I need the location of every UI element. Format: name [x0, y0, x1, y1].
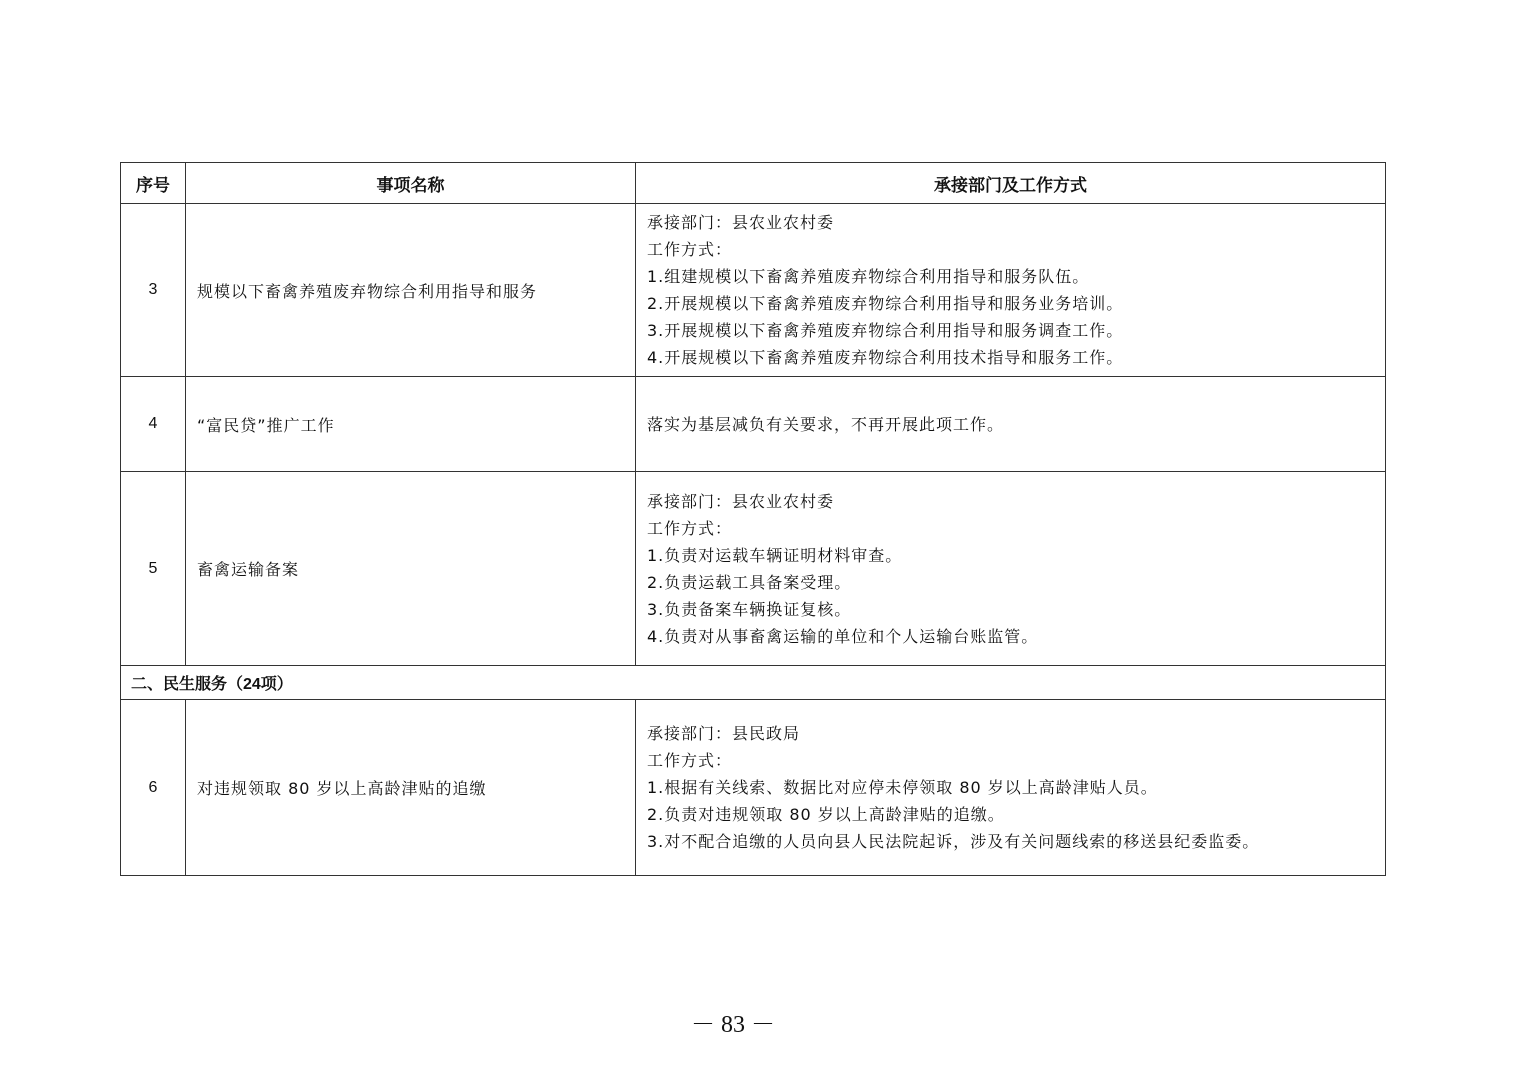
matter-name: 对违规领取 80 岁以上高龄津贴的追缴: [186, 700, 636, 876]
department-and-method: [636, 472, 1386, 666]
matter-name: “富民贷”推广工作: [186, 377, 636, 472]
header-way: 承接部门及工作方式: [636, 163, 1386, 204]
method-line: 2.开展规模以下畜禽养殖废弃物综合利用指导和服务业务培训。: [647, 294, 1124, 313]
method-line: 1.根据有关线索、数据比对应停未停领取 80 岁以上高龄津贴人员。: [647, 778, 1158, 797]
header-name: 事项名称: [186, 163, 636, 204]
row-number: 6: [121, 700, 186, 876]
method-line: 工作方式：: [647, 518, 733, 538]
method-line: 3.对不配合追缴的人员向县人民法院起诉，涉及有关问题线索的移送县纪委监委。: [647, 832, 1260, 851]
table-row: [121, 377, 1386, 472]
row-number: 4: [121, 377, 186, 472]
department-and-method: [636, 700, 1386, 876]
matter-name: 畜禽运输备案: [186, 472, 636, 666]
page-number: － 83 －: [691, 1012, 775, 1038]
section-title: 二、民生服务（24项）: [121, 666, 1386, 700]
matters-table: [120, 162, 1386, 876]
method-line: 2.负责对违规领取 80 岁以上高龄津贴的追缴。: [647, 805, 1005, 824]
department-and-method: [636, 377, 1386, 472]
method-line: 承接部门：县农业农村委: [647, 213, 835, 232]
method-line: 1.负责对运载车辆证明材料审查。: [647, 545, 903, 565]
table-row: [121, 204, 1386, 377]
method-line: 承接部门：县农业农村委: [647, 491, 835, 511]
method-line: 4.开展规模以下畜禽养殖废弃物综合利用技术指导和服务工作。: [647, 348, 1124, 367]
header-no: 序号: [121, 163, 186, 204]
method-line: 3.开展规模以下畜禽养殖废弃物综合利用指导和服务调查工作。: [647, 321, 1124, 340]
method-line: 4.负责对从事畜禽运输的单位和个人运输台账监管。: [647, 626, 1039, 646]
method-line: 3.负责备案车辆换证复核。: [647, 599, 852, 619]
method-line: 工作方式：: [647, 240, 733, 259]
row-number: 3: [121, 204, 186, 377]
method-line: 1.组建规模以下畜禽养殖废弃物综合利用指导和服务队伍。: [647, 267, 1090, 286]
method-line: 承接部门：县民政局: [647, 724, 801, 743]
matter-name: 规模以下畜禽养殖废弃物综合利用指导和服务: [186, 204, 636, 377]
department-and-method: [636, 204, 1386, 377]
method-line: 落实为基层减负有关要求，不再开展此项工作。: [647, 414, 1005, 434]
method-line: 2.负责运载工具备案受理。: [647, 572, 852, 592]
table-header-row: [121, 163, 1386, 204]
table-row: [121, 472, 1386, 666]
row-number: 5: [121, 472, 186, 666]
section-row: [121, 666, 1386, 700]
method-line: 工作方式：: [647, 751, 733, 770]
table-row: [121, 700, 1386, 876]
